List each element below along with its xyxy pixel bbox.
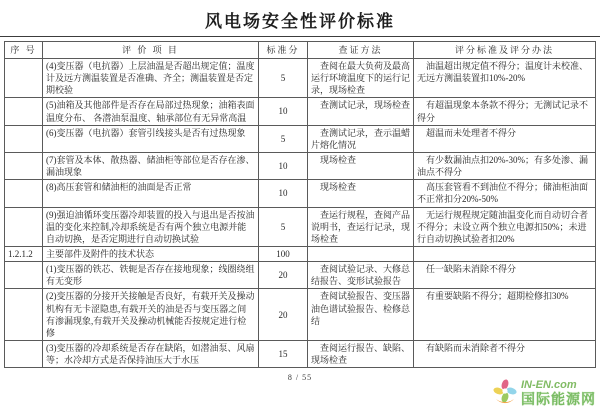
- cell-serial: [5, 262, 43, 289]
- cell-serial: [5, 340, 43, 367]
- evaluation-table: [4, 41, 596, 368]
- cell-serial: [5, 98, 43, 125]
- table-header-row: [5, 42, 596, 59]
- cell-method: 查测试记录，现场检查: [308, 98, 414, 125]
- cell-item: 主要部件及附件的技术状态: [43, 246, 259, 261]
- cell-item: (1)变压器的铁芯、铁轭是否存在接地现象；线圈绕组有无变形: [43, 262, 259, 289]
- title-divider: [0, 36, 600, 37]
- cell-item: (4)变压器（电抗器）上层油温是否超出规定值；温度计及远方测温装置是否准确、齐全；测温装置是否定期校验: [43, 59, 259, 98]
- cell-serial: [5, 207, 43, 246]
- table-row: [5, 207, 596, 246]
- cell-score: 15: [259, 340, 308, 367]
- cell-score: 10: [259, 98, 308, 125]
- header-criteria: 评分标准及评分办法: [414, 42, 596, 59]
- cell-criteria: 有少数漏油点扣20%-30%；有多处渗、漏油点不得分: [414, 152, 596, 179]
- header-method: 查证方法: [308, 42, 414, 59]
- cell-criteria: [414, 246, 596, 261]
- cell-serial: [5, 180, 43, 207]
- cell-serial: 1.2.1.2: [5, 246, 43, 261]
- cell-score: 20: [259, 262, 308, 289]
- table-row: [5, 125, 596, 152]
- cell-method: 现场检查: [308, 180, 414, 207]
- cell-criteria: 油温超出规定值不得分；温度计未校准、无远方测温装置扣10%-20%: [414, 59, 596, 98]
- cell-method: 查阅在最大负荷及最高运行环境温度下的运行记录，现场检查: [308, 59, 414, 98]
- cell-serial: [5, 152, 43, 179]
- cell-serial: [5, 289, 43, 341]
- header-serial: 序 号: [5, 42, 43, 59]
- cell-serial: [5, 59, 43, 98]
- cell-score: 10: [259, 180, 308, 207]
- table-row: [5, 180, 596, 207]
- cell-criteria: 有超温现象本条款不得分；无测试记录不得分: [414, 98, 596, 125]
- cell-item: (5)油箱及其他部件是否存在局部过热现象；油箱表面温度分布、 各潜油泵温度、轴承部位有无异常高温: [43, 98, 259, 125]
- table-row: [5, 246, 596, 261]
- cell-score: 5: [259, 207, 308, 246]
- table-row: [5, 289, 596, 341]
- cell-method: 现场检查: [308, 152, 414, 179]
- cell-criteria: 有缺陷而未消除者不得分: [414, 340, 596, 367]
- cell-method: 查测试记录，查示温蜡片熔化情况: [308, 125, 414, 152]
- watermark: [492, 378, 596, 409]
- table-row: [5, 152, 596, 179]
- cell-method: 查运行规程，查阅产品说明书，查运行记录，现场检查: [308, 207, 414, 246]
- cell-score: 100: [259, 246, 308, 261]
- cell-method: 查阅运行报告、缺陷、现场检查: [308, 340, 414, 367]
- cell-method: 查阅试验报告、变压器油色谱试验报告、检修总结: [308, 289, 414, 341]
- header-score: 标准分: [259, 42, 308, 59]
- page-number: 8 / 55: [287, 373, 313, 383]
- cell-item: (3)变压器的冷却系统是否存在缺陷，如潜油泵、风扇等；水冷却方式是否保持油压大于水压: [43, 340, 259, 367]
- header-item: 评 价 项 目: [43, 42, 259, 59]
- cell-criteria: 超温而未处理者不得分: [414, 125, 596, 152]
- cell-criteria: 任一缺陷未消除不得分: [414, 262, 596, 289]
- table-row: [5, 340, 596, 367]
- watermark-site-text: IN-EN.com: [521, 379, 577, 392]
- cell-criteria: 有重要缺陷不得分；超期检修扣30%: [414, 289, 596, 341]
- cell-item: (2)变压器的分接开关接触是否良好，有载开关及操动机构有无卡涩隐患,有载开关的油是否与变压器之间有渗漏现象,有载开关及操动机械能否按规定进行检修: [43, 289, 259, 341]
- table-row: [5, 59, 596, 98]
- cell-method: [308, 246, 414, 261]
- cell-item: (6)变压器（电抗器）套管引线接头是否有过热现象: [43, 125, 259, 152]
- cell-item: (9)强迫油循环变压器冷却装置的投入与退出是否按油温的变化来控制,冷却系统是否有两个独立电源并能自动切换，是否定期进行自动切换试验: [43, 207, 259, 246]
- in-en-logo-icon: [492, 378, 518, 409]
- table-body: [5, 59, 596, 368]
- cell-score: 20: [259, 289, 308, 341]
- cell-criteria: 高压套管看不到油位不得分；储油柜油面不正常扣分20%-50%: [414, 180, 596, 207]
- cell-score: 5: [259, 59, 308, 98]
- cell-score: 5: [259, 125, 308, 152]
- cell-item: (8)高压套管和储油柜的油面是否正常: [43, 180, 259, 207]
- table-row: [5, 262, 596, 289]
- cell-method: 查阅试验记录、大修总结报告、变形试验报告: [308, 262, 414, 289]
- page-title: 风电场安全性评价标准: [205, 12, 395, 31]
- cell-serial: [5, 125, 43, 152]
- table-row: [5, 98, 596, 125]
- watermark-name-text: 国际能源网: [521, 390, 596, 407]
- cell-score: 10: [259, 152, 308, 179]
- cell-item: (7)套管及本体、散热器、储油柜等部位是否存在渗、漏油现象: [43, 152, 259, 179]
- cell-criteria: 无运行规程规定随油温变化而自动切合者不得分；未设立两个独立电源扣50%；未进行自动切换试验者扣20%: [414, 207, 596, 246]
